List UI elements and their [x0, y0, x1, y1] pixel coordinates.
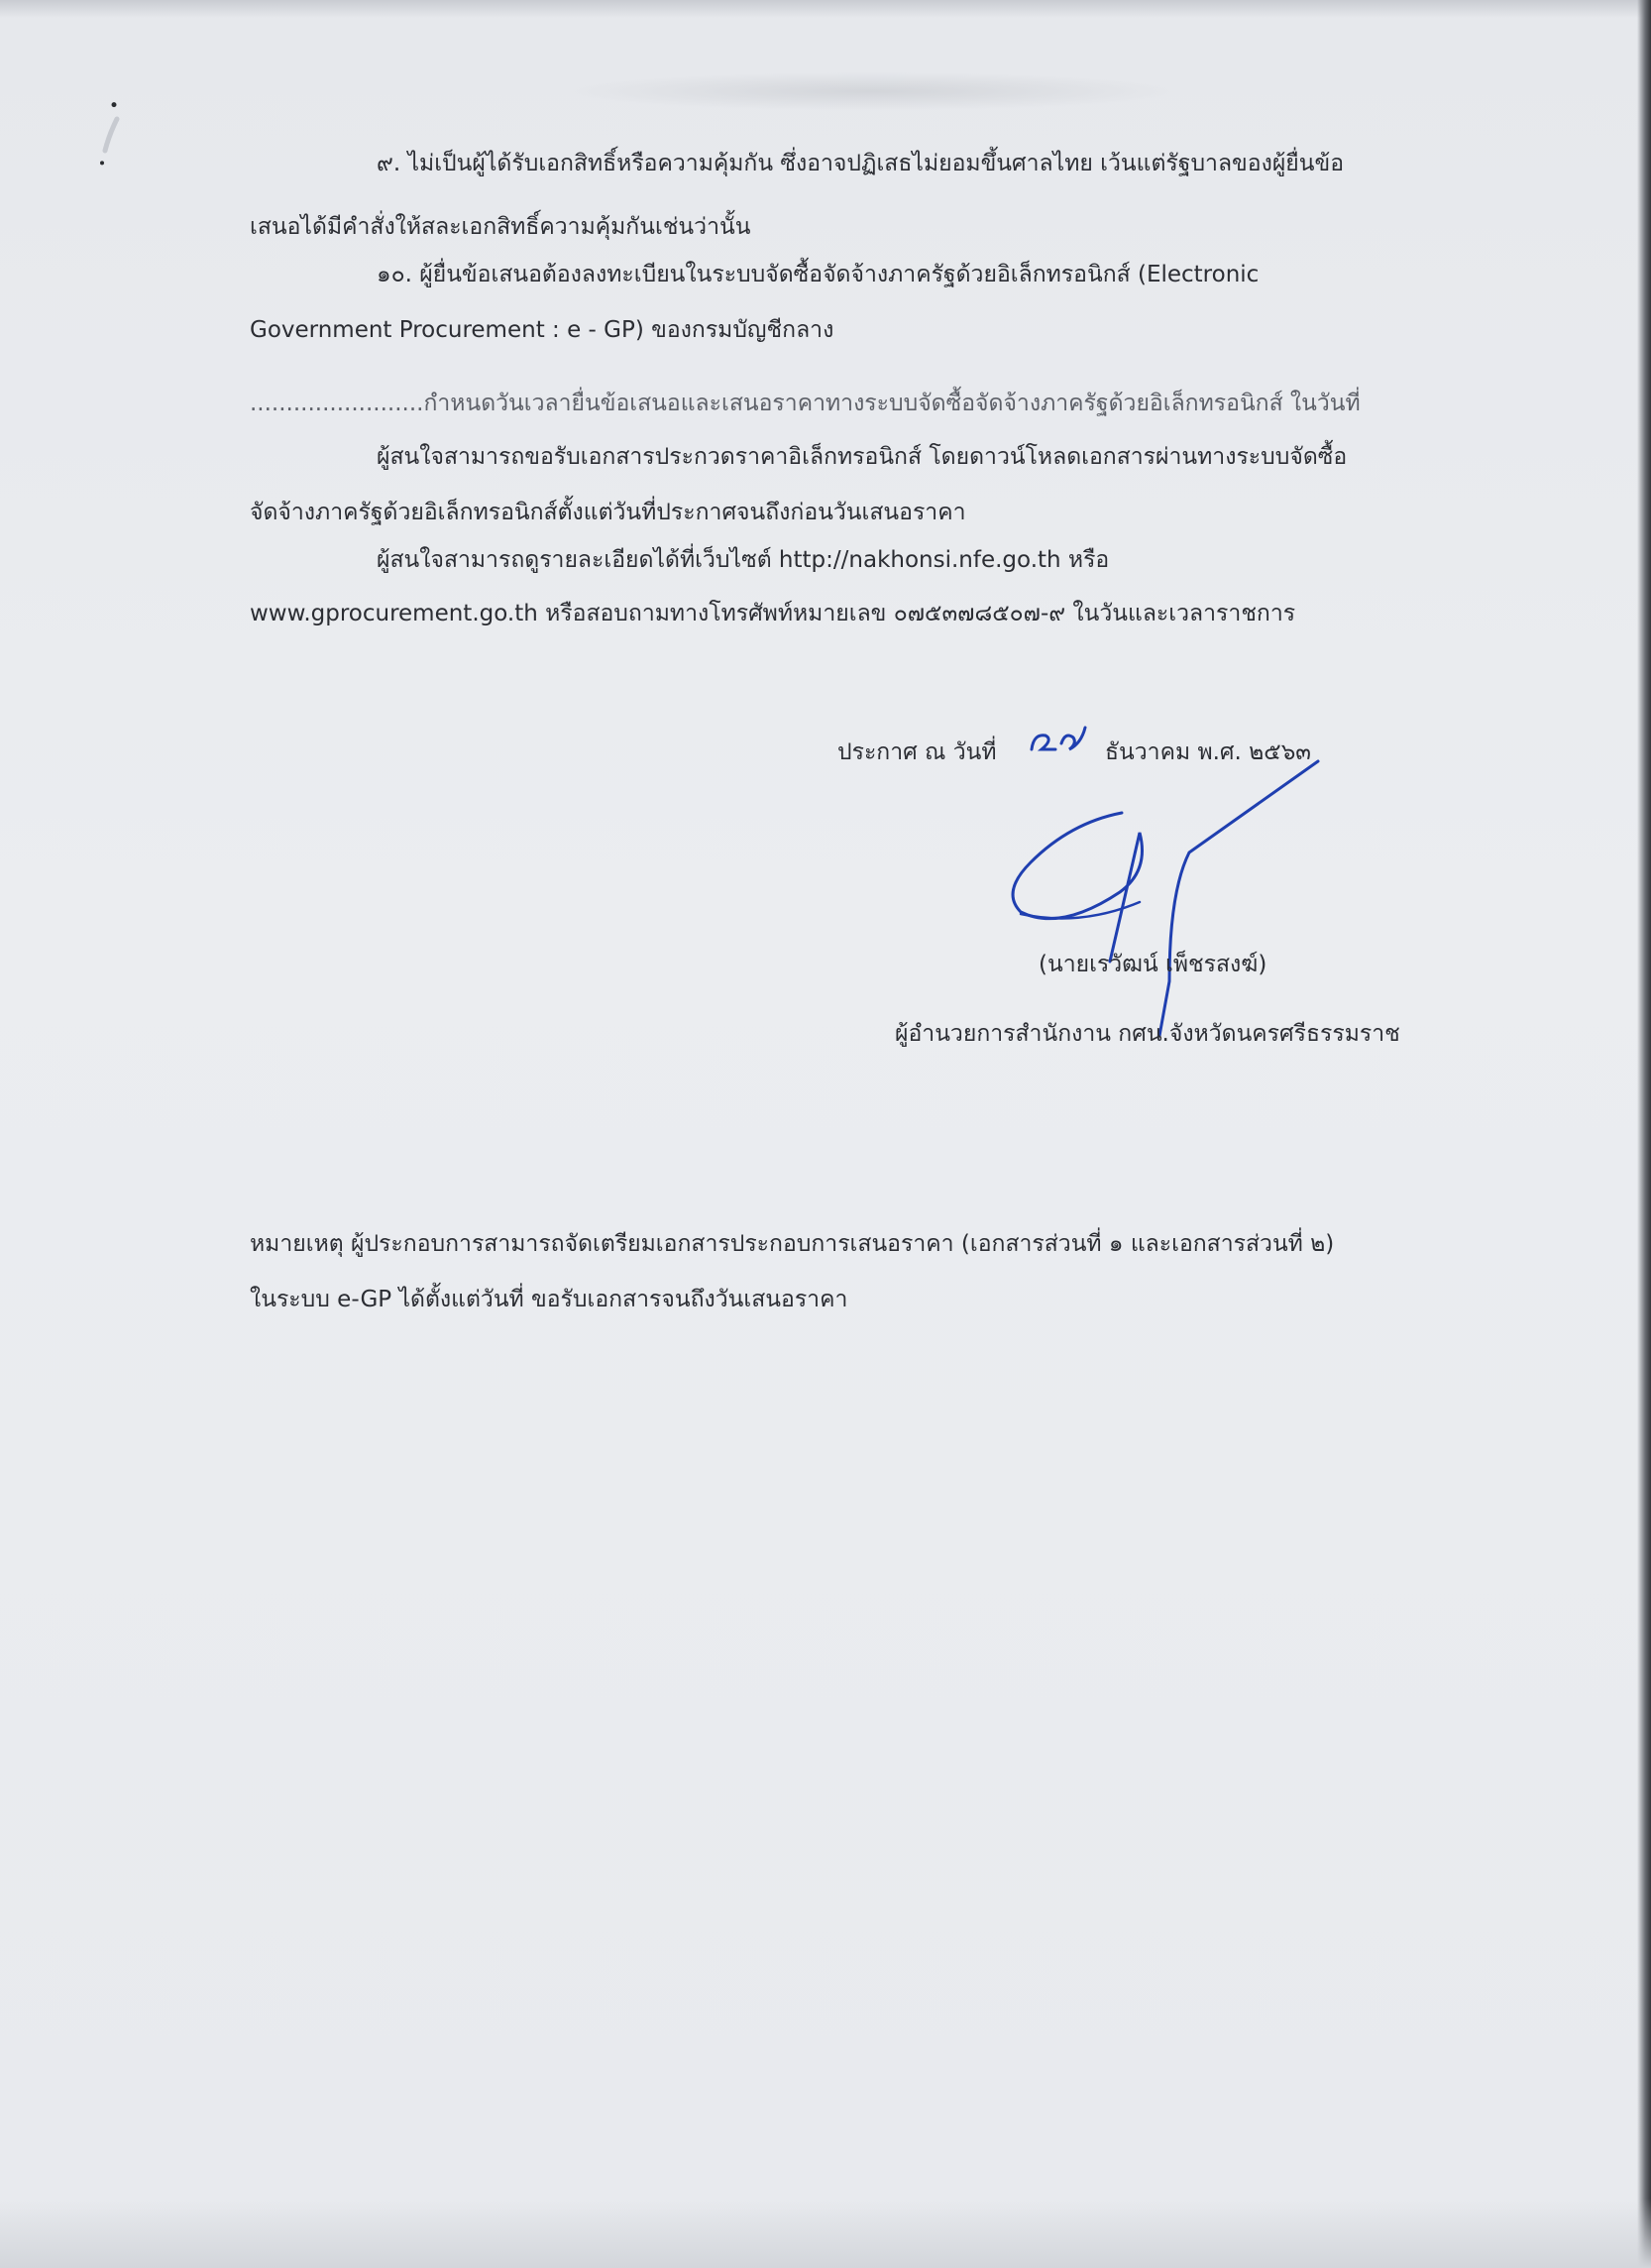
scan-shadow-right: [1637, 0, 1651, 2268]
scan-shadow-top: [0, 0, 1651, 18]
download-line-2: จัดจ้างภาครัฐด้วยอิเล็กทรอนิกส์ตั้งแต่วันที่ประกาศจนถึงก่อนวันเสนอราคา: [250, 500, 966, 525]
signature-mark: [991, 753, 1328, 1041]
signer-name: (นายเรวัฒน์ เพ็ชรสงฆ์): [1039, 952, 1267, 977]
download-line-1: ผู้สนใจสามารถขอรับเอกสารประกวดราคาอิเล็กทรอนิกส์ โดยดาวน์โหลดเอกสารผ่านทางระบบจัดซื้อ: [377, 444, 1348, 470]
scan-shadow-bottom: [0, 2199, 1651, 2268]
announce-date-prefix: ประกาศ ณ วันที่: [837, 739, 997, 765]
signer-title: ผู้อำนวยการสำนักงาน กศน.จังหวัดนครศรีธรรมราช: [895, 1021, 1400, 1047]
paragraph-9-line-2: เสนอได้มีคำสั่งให้สละเอกสิทธิ์ความคุ้มกันเช่นว่านั้น: [250, 214, 751, 240]
paragraph-10-line-2: Government Procurement : e - GP) ของกรมบัญชีกลาง: [250, 317, 834, 343]
note-line-2: ในระบบ e-GP ได้ตั้งแต่วันที่ ขอรับเอกสารจนถึงวันเสนอราคา: [250, 1287, 848, 1312]
note-line-1: หมายเหตุ ผู้ประกอบการสามารถจัดเตรียมเอกสารประกอบการเสนอราคา (เอกสารส่วนที่ ๑ และเอกสารส่วนที่ ๒): [250, 1231, 1335, 1257]
details-line-2: www.gprocurement.go.th หรือสอบถามทางโทรศัพท์หมายเลข ๐๗๕๓๗๘๕๐๗-๙ ในวันและเวลาราชการ: [250, 601, 1296, 626]
details-line-1: ผู้สนใจสามารถดูรายละเอียดได้ที่เว็บไซต์ http://nakhonsi.nfe.go.th หรือ: [377, 547, 1110, 573]
paragraph-9-line-1: ๙. ไม่เป็นผู้ได้รับเอกสิทธิ์หรือความคุ้มกัน ซึ่งอาจปฏิเสธไม่ยอมขึ้นศาลไทย เว้นแต่รัฐบาลของผู้ยื่นข้อ: [377, 151, 1345, 176]
scan-smudge: [555, 71, 1189, 111]
paragraph-10-line-1: ๑๐. ผู้ยื่นข้อเสนอต้องลงทะเบียนในระบบจัดซื้อจัดจ้างภาครัฐด้วยอิเล็กทรอนิกส์ (Electronic: [377, 262, 1260, 287]
paper-fleck-mark: [99, 99, 129, 169]
announce-date-suffix: ธันวาคม พ.ศ. ๒๕๖๓: [1105, 739, 1312, 765]
schedule-line: ........................กำหนดวันเวลายื่นข้อเสนอและเสนอราคาทางระบบจัดซื้อจัดจ้างภาครัฐด้วยอิเล็กทรอนิกส์ ในวันที่: [250, 391, 1361, 416]
